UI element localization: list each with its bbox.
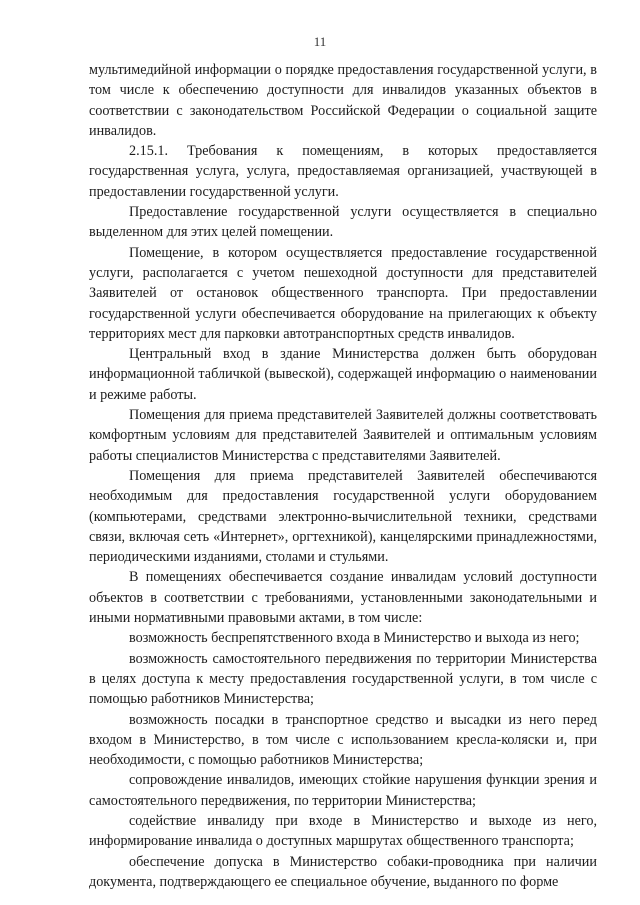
list-item: содействие инвалиду при входе в Министерство и выходе из него, информирование инвалида о доступных маршрутах общественного транспорта;: [89, 812, 597, 850]
list-item: возможность посадки в транспортное средство и высадки из него перед входом в Министерство, в том числе с использованием кресла-коляски и, при необходимости, с помощью работников Министерства;: [89, 711, 597, 769]
list-item: возможность беспрепятственного входа в Министерство и выхода из него;: [129, 630, 580, 647]
document-body: [89, 60, 597, 892]
list-item: обеспечение допуска в Министерство собаки-проводника при наличии документа, подтверждающего ее специальное обучение, выданного по форме: [89, 853, 597, 890]
paragraph: Предоставление государственной услуги осуществляется в специально выделенном для этих целей помещении.: [89, 204, 597, 241]
paragraph: Помещения для приема представителей Заявителей должны соответствовать комфортным условиям для представителей Заявителей и оптимальным условиям работы специалистов Министерства с представителями Заявителей.: [89, 407, 597, 464]
paragraph: В помещениях обеспечивается создание инвалидам условий доступности объектов в соответствии с требованиями, установленными законодательными и иными нормативными правовыми актами, в том числе:: [89, 569, 597, 627]
list-item: сопровождение инвалидов, имеющих стойкие нарушения функции зрения и самостоятельного передвижения, по территории Министерства;: [89, 772, 597, 809]
list-item: возможность самостоятельного передвижения по территории Министерства в целях доступа к месту предоставления государственной услуги, в том числе с помощью работников Министерства;: [89, 650, 597, 708]
paragraph: Центральный вход в здание Министерства должен быть оборудован информационной табличкой (вывеской), содержащей информацию о наименовании и режиме работы.: [89, 346, 597, 403]
paragraph: Помещения для приема представителей Заявителей обеспечиваются необходимым для предоставления государственной услуги оборудованием (компьютерами, средствами электронно-вычислительной техники, средствами связи, включая сеть «Интернет», оргтехникой), канцелярскими принадлежностями, периодическими изданиями, столами и стульями.: [89, 467, 597, 566]
page-number: 11: [313, 34, 327, 49]
paragraph-section-2-15-1: 2.15.1. Требования к помещениям, в которых предоставляется государственная услуга, услуга, предоставляемая организацией, участвующей в предоставлении государственной услуги.: [89, 143, 597, 200]
paragraph-continuation: мультимедийной информации о порядке предоставления государственной услуги, в том числе к обеспечению доступности для инвалидов указанных объектов в соответствии с законодательством Российской Федерации о социальной защите инвалидов.: [89, 62, 597, 139]
paragraph: Помещение, в котором осуществляется предоставление государственной услуги, располагается с учетом пешеходной доступности для представителей Заявителей от остановок общественного транспорта. При предоставлении государственной услуги обеспечивается оборудование на прилегающих к объекту территориях мест для парковки автотранспортных средств инвалидов.: [89, 244, 597, 342]
